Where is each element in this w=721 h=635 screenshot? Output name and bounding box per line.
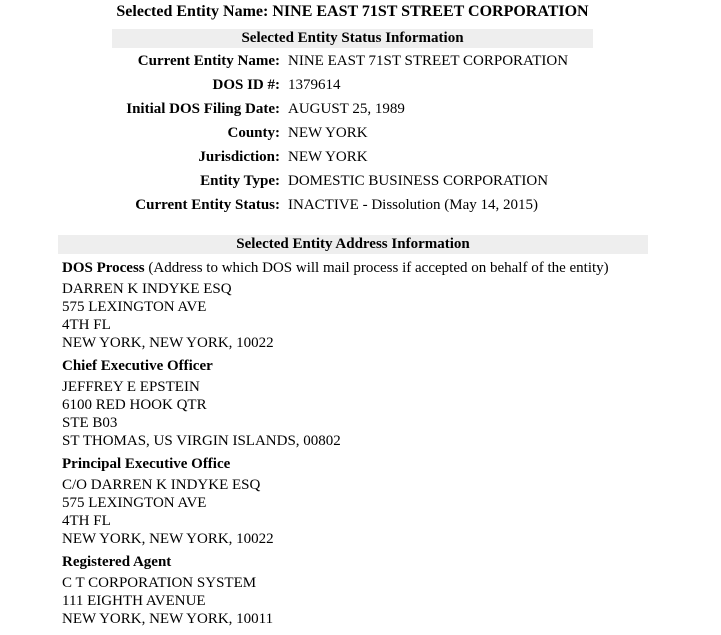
address-line: 111 EIGHTH AVENUE: [62, 593, 206, 609]
dos-process-lines: [62, 280, 712, 352]
status-row-entity-type: [0, 171, 721, 195]
address-line: 575 LEXINGTON AVE: [62, 495, 207, 511]
ceo-lines: [62, 378, 712, 450]
status-label: Current Entity Name:: [137, 53, 280, 69]
status-row-current-entity-name: [0, 51, 721, 75]
status-value: NEW YORK: [288, 125, 368, 141]
address-line: JEFFREY E EPSTEIN: [62, 379, 200, 395]
dos-process-address: [62, 258, 712, 352]
status-label: County:: [227, 125, 280, 141]
status-label: Jurisdiction:: [198, 149, 280, 165]
selected-entity-title: [0, 3, 705, 21]
status-value: NINE EAST 71ST STREET CORPORATION: [288, 53, 569, 69]
status-row-current-status: [0, 195, 721, 219]
status-label: Initial DOS Filing Date:: [126, 101, 280, 117]
registered-agent-lines: [62, 574, 712, 628]
status-value: NEW YORK: [288, 149, 368, 165]
selected-entity-name: NINE EAST 71ST STREET CORPORATION: [272, 3, 589, 20]
status-row-jurisdiction: [0, 147, 721, 171]
dos-process-title: DOS Process: [62, 260, 145, 276]
status-table: [0, 51, 721, 219]
status-section-header: Selected Entity Status Information: [112, 29, 593, 48]
chief-executive-officer-address: [62, 356, 712, 450]
peo-heading: Principal Executive Office: [62, 456, 231, 472]
registered-agent-heading: Registered Agent: [62, 554, 172, 570]
dos-process-heading: [62, 258, 712, 278]
address-line: C/O DARREN K INDYKE ESQ: [62, 477, 261, 493]
status-value: INACTIVE - Dissolution (May 14, 2015): [288, 197, 538, 213]
status-label: Current Entity Status:: [135, 197, 280, 213]
status-value: AUGUST 25, 1989: [288, 101, 405, 117]
address-line: 6100 RED HOOK QTR: [62, 397, 207, 413]
status-value: 1379614: [288, 77, 341, 93]
address-line: NEW YORK, NEW YORK, 10022: [62, 335, 274, 351]
address-line: STE B03: [62, 415, 118, 431]
address-line: 4TH FL: [62, 513, 111, 529]
address-line: NEW YORK, NEW YORK, 10022: [62, 531, 274, 547]
address-line: NEW YORK, NEW YORK, 10011: [62, 611, 274, 627]
status-row-dos-id: [0, 75, 721, 99]
address-line: 575 LEXINGTON AVE: [62, 299, 207, 315]
address-line: C T CORPORATION SYSTEM: [62, 575, 257, 591]
status-row-county: [0, 123, 721, 147]
status-row-filing-date: [0, 99, 721, 123]
address-line: DARREN K INDYKE ESQ: [62, 281, 232, 297]
status-value: DOMESTIC BUSINESS CORPORATION: [288, 173, 549, 189]
peo-lines: [62, 476, 712, 548]
address-section-header: Selected Entity Address Information: [58, 235, 648, 254]
ceo-heading: Chief Executive Officer: [62, 358, 213, 374]
address-line: 4TH FL: [62, 317, 111, 333]
principal-executive-office-address: [62, 454, 712, 548]
status-label: DOS ID #:: [212, 77, 280, 93]
status-label: Entity Type:: [200, 173, 280, 189]
address-line: ST THOMAS, US VIRGIN ISLANDS, 00802: [62, 433, 341, 449]
selected-entity-label: Selected Entity Name:: [116, 3, 269, 20]
registered-agent-address: [62, 552, 712, 628]
dos-process-note: (Address to which DOS will mail process if accepted on behalf of the entity): [148, 260, 609, 276]
